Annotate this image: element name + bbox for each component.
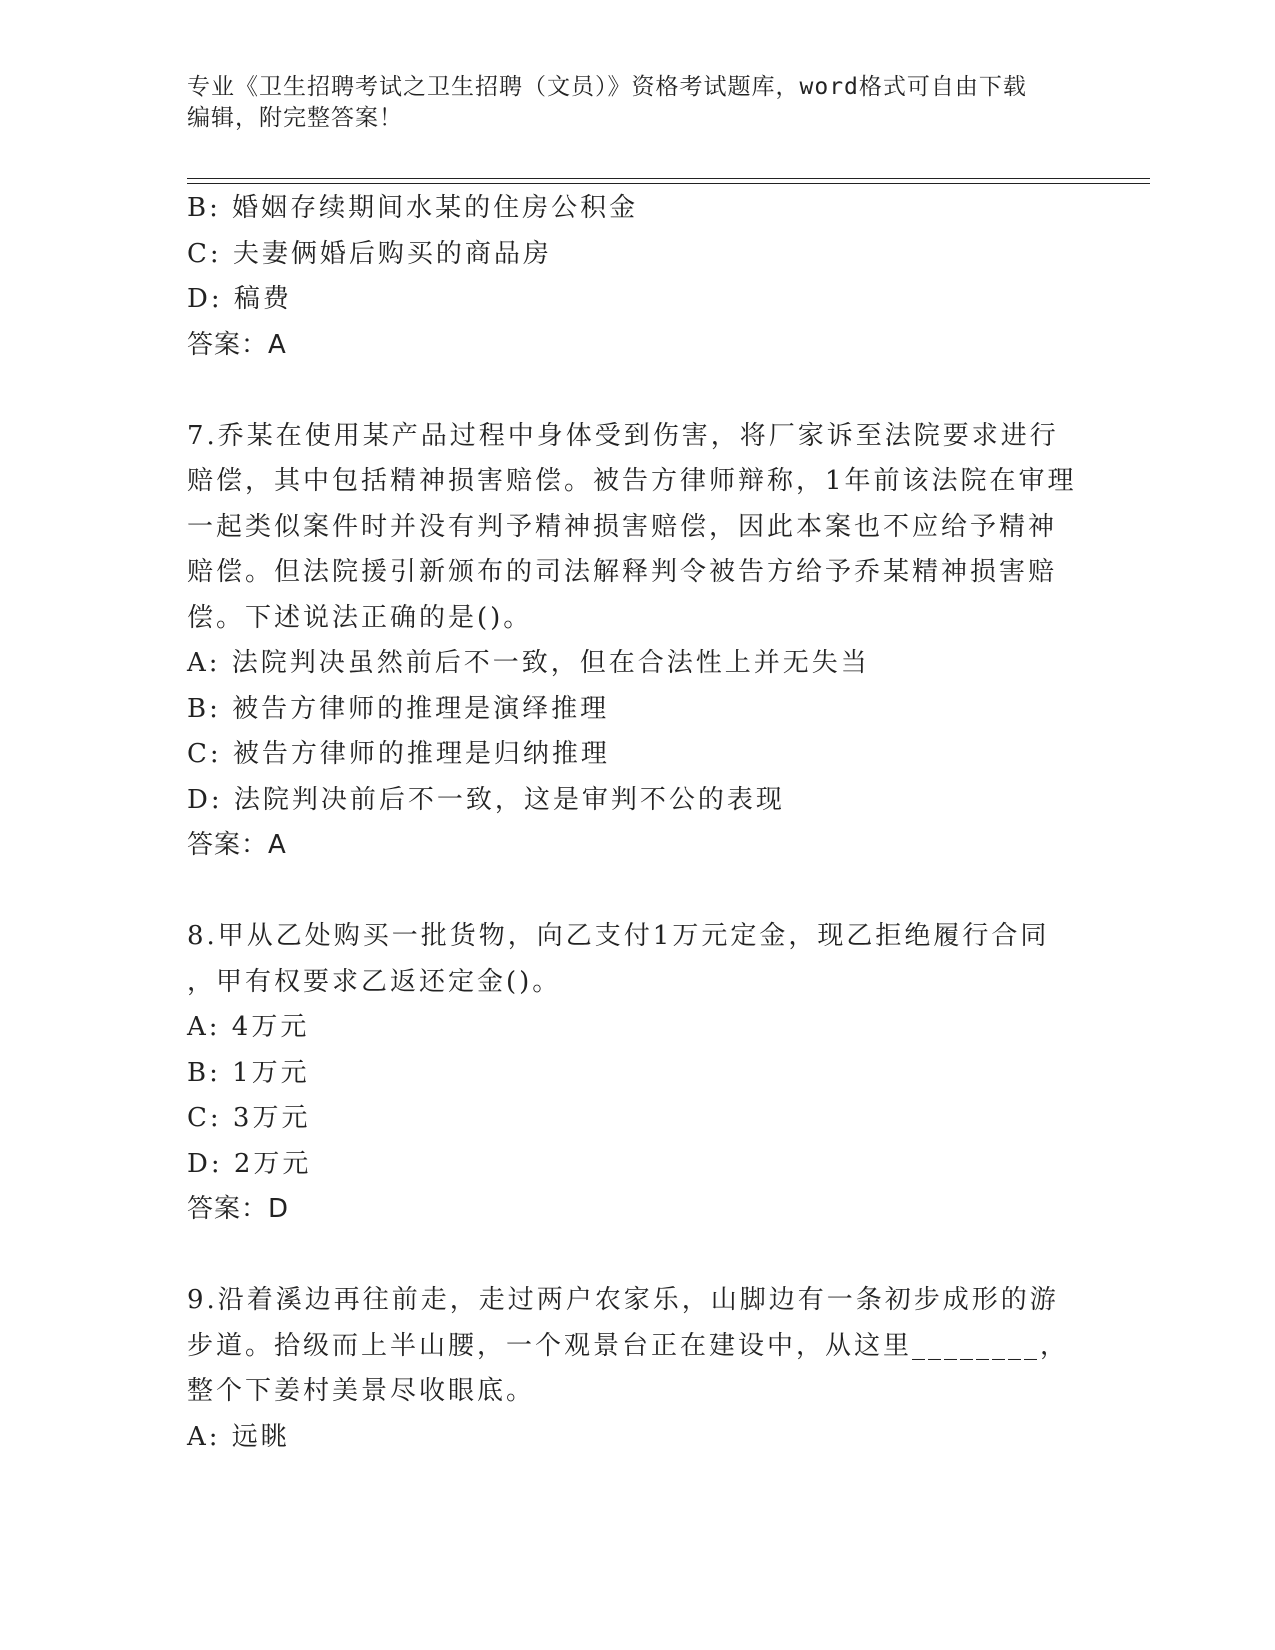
option-c: C: 3万元 xyxy=(187,1103,311,1133)
spacer xyxy=(187,1233,1087,1279)
option-a: A: 远眺 xyxy=(187,1421,290,1452)
option-b: B: 被告方律师的推理是演绎推理 xyxy=(187,693,610,724)
option-b: B: 1万元 xyxy=(187,1057,310,1088)
question-list xyxy=(187,186,1087,1460)
question-9 xyxy=(187,1278,1087,1460)
question-text-line: 8.甲从乙处购买一批货物，向乙支付1万元定金，现乙拒绝履行合同 xyxy=(187,921,1050,951)
option-b: B: 婚姻存续期间水某的住房公积金 xyxy=(187,193,639,223)
question-text-line: 9.沿着溪边再往前走，走过两户农家乐，山脚边有一条初步成形的游 xyxy=(187,1285,1059,1315)
option-c: C: 被告方律师的推理是归纳推理 xyxy=(187,739,610,769)
document-header xyxy=(187,72,1087,134)
question-text-line: 赔偿。但法院援引新颁布的司法解释判令被告方给予乔某精神损害赔 xyxy=(187,557,1058,587)
answer: 答案：A xyxy=(187,830,287,860)
question-6-continued xyxy=(187,186,1087,368)
option-a: A: 4万元 xyxy=(187,1012,310,1042)
option-d: D: 法院判决前后不一致，这是审判不公的表现 xyxy=(187,784,785,815)
question-text-line: 步道。拾级而上半山腰，一个观景台正在建设中，从这里________， xyxy=(187,1330,1070,1361)
answer: 答案：D xyxy=(187,1194,290,1224)
header-divider-top xyxy=(187,178,1150,179)
question-text-line: 整个下姜村美景尽收眼底。 xyxy=(187,1376,536,1406)
option-a: A: 法院判决虽然前后不一致，但在合法性上并无失当 xyxy=(187,648,870,678)
option-d: D: 稿费 xyxy=(187,284,292,314)
header-divider-bottom xyxy=(187,183,1150,184)
header-line-2: 编辑，附完整答案！ xyxy=(187,105,403,131)
question-7 xyxy=(187,414,1087,869)
question-8 xyxy=(187,914,1087,1233)
question-text-line: 7.乔某在使用某产品过程中身体受到伤害，将厂家诉至法院要求进行 xyxy=(187,420,1059,451)
spacer xyxy=(187,869,1087,915)
question-text-line: 一起类似案件时并没有判予精神损害赔偿，因此本案也不应给予精神 xyxy=(187,511,1058,542)
spacer xyxy=(187,368,1087,414)
answer: 答案：A xyxy=(187,329,287,360)
question-text-line: 偿。下述说法正确的是()。 xyxy=(187,602,533,633)
option-c: C: 夫妻俩婚后购买的商品房 xyxy=(187,238,552,269)
option-d: D: 2万元 xyxy=(187,1148,312,1179)
header-line-1: 专业《卫生招聘考试之卫生招聘（文员）》资格考试题库，word格式可自由下载 xyxy=(187,74,1027,100)
question-text-line: 赔偿，其中包括精神损害赔偿。被告方律师辩称，1年前该法院在审理 xyxy=(187,466,1077,496)
question-text-line: ，甲有权要求乙返还定金()。 xyxy=(187,966,562,997)
